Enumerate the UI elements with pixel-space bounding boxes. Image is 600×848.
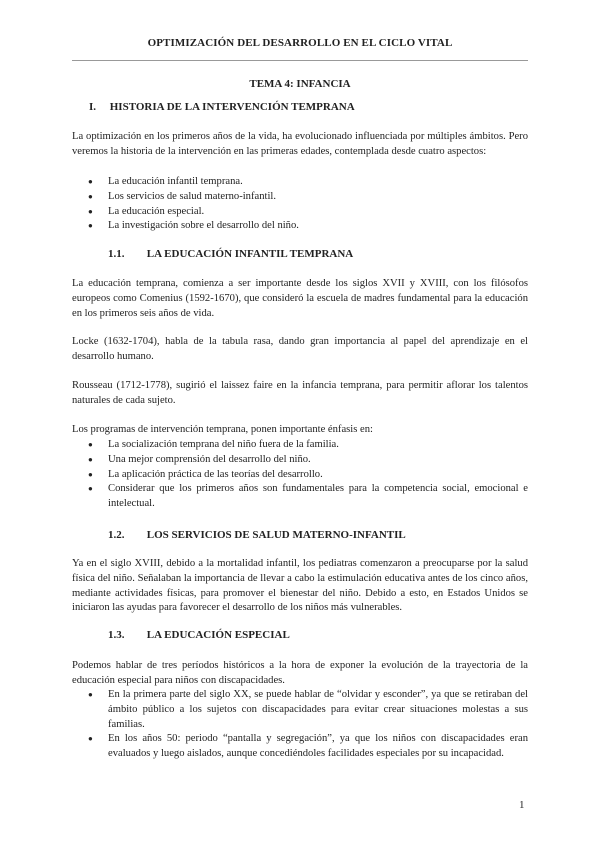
section-1-3-heading — [108, 629, 290, 641]
list-item: ● Los servicios de salud materno-infantil. — [72, 190, 528, 205]
list-item: ● La educación infantil temprana. — [72, 175, 528, 190]
section-1-1-heading — [108, 248, 353, 260]
section-1-1-title: LA EDUCACIÓN INFANTIL TEMPRANA — [146, 248, 354, 260]
section-1-bullet-list — [72, 175, 528, 234]
paragraph: Rousseau (1712-1778), sugirió el laissez faire en la infancia temprana, para permitir aflorar los talentos naturales de cada sujeto. — [72, 380, 528, 406]
section-1-intro: La optimización en los primeros años de la vida, ha evolucionado influenciada por múltiples ámbitos. Pero veremos la historia de la intervención en las primeras edades, contemplada desde cuatro aspectos: — [72, 131, 528, 157]
paragraph: Podemos hablar de tres períodos históricos a la hora de exponer la evolución de la trayectoria de la educación especial para niños con discapacidades. — [72, 660, 528, 686]
list-item: ● Una mejor comprensión del desarrollo del niño. — [72, 453, 528, 468]
section-1-2-number: 1.2. — [108, 529, 125, 541]
topic-title: TEMA 4: INFANCIA — [249, 78, 351, 90]
list-item: ● Considerar que los primeros años son fundamentales para la competencia social, emocional e intelectual. — [72, 482, 528, 512]
section-1-1-number: 1.1. — [108, 248, 125, 260]
section-1-heading — [89, 101, 355, 113]
list-item: ● La socialización temprana del niño fuera de la familia. — [72, 438, 528, 453]
paragraph: Locke (1632-1704), habla de la tabula rasa, dando gran importancia al papel del aprendizaje en el desarrollo humano. — [72, 336, 528, 362]
list-item: ● En la primera parte del siglo XX, se puede hablar de “olvidar y esconder”, ya que se retiraban del ámbito público a los sujetos con discapacidades para evitar crear situaciones molestas a sus familias. — [72, 688, 528, 732]
section-1-2-heading — [108, 529, 406, 541]
list-item: ● La educación especial. — [72, 205, 528, 220]
section-1-title: HISTORIA DE LA INTERVENCIÓN TEMPRANA — [109, 101, 355, 113]
paragraph: Los programas de intervención temprana, ponen importante énfasis en: — [72, 424, 373, 435]
paragraph: Ya en el siglo XVIII, debido a la mortalidad infantil, los pediatras comenzaron a preocuparse por la salud física del niño. Señalaban la importancia de llevar a cabo la estimulación educativa antes de los cinco años, mediante actividades físicas, para promover el bienestar del niño. Debido a esto, en Estados Unidos se iniciaron las ayudas para favorecer el desarrollo de los niños más vulnerables. — [72, 558, 528, 614]
section-1-3-number: 1.3. — [108, 629, 125, 641]
paragraph: La educación temprana, comienza a ser importante desde los siglos XVII y XVIII, con los filósofos europeos como Comenius (1592-1670), que consideró la escuela de madres fundamental para la educación en los primeros seis años de vida. — [72, 278, 528, 319]
list-item: ● En los años 50: periodo “pantalla y segregación”, ya que los niños con discapacidades eran evaluados y luego aislados, aunque concediéndoles facilidades especiales por su incapacidad. — [72, 732, 528, 762]
list-item: ● La investigación sobre el desarrollo del niño. — [72, 219, 528, 234]
section-1-3-title: LA EDUCACIÓN ESPECIAL — [146, 629, 290, 641]
page-number: 1 — [519, 799, 525, 811]
section-1-3-bullet-list — [72, 688, 528, 762]
section-1-number: I. — [89, 101, 97, 113]
list-item: ● La aplicación práctica de las teorías del desarrollo. — [72, 468, 528, 483]
running-header: OPTIMIZACIÓN DEL DESARROLLO EN EL CICLO VITAL — [147, 37, 453, 49]
header-divider — [72, 60, 528, 61]
section-1-2-title: LOS SERVICIOS DE SALUD MATERNO-INFANTIL — [146, 529, 406, 541]
section-1-1-bullet-list — [72, 438, 528, 512]
